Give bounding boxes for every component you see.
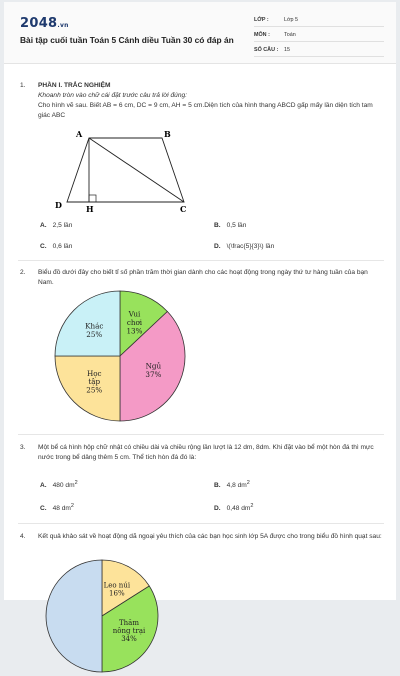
site-logo[interactable] [20, 16, 69, 31]
vertex-label-h: H [86, 204, 94, 214]
option-text: 2,5 lần [52, 222, 73, 229]
pie-chart-activities [52, 288, 188, 424]
pie-slice-percent: 25% [86, 329, 103, 339]
section-title: PHẦN I. TRẮC NGHIỆM [38, 82, 111, 89]
meta-value: Toán [284, 32, 296, 38]
pie-slice-percent: 37% [145, 369, 162, 379]
option-letter: A. [40, 222, 47, 229]
worksheet-page [4, 2, 396, 644]
option-text: \(\frac{5}{3}\) lần [226, 243, 275, 250]
vertex-label-c: C [180, 204, 187, 214]
option-letter: C. [40, 505, 47, 513]
question-number: 2. [20, 269, 26, 276]
option-d[interactable] [214, 243, 274, 250]
option-letter: B. [214, 222, 221, 229]
pie-slice-percent: 25% [86, 385, 103, 395]
page-title: Bài tập cuối tuần Toán 5 Cánh diều Tuần 30 có đáp án [20, 35, 234, 45]
question-1-body [38, 81, 383, 121]
pie-slice-label: Vui [128, 309, 141, 319]
pie-slice-percent: 34% [121, 635, 137, 644]
meta-row-count [254, 45, 384, 57]
vertex-label-a: A [76, 129, 83, 139]
pie-slice-label: Khác [85, 321, 104, 331]
option-exponent: 2 [246, 480, 250, 486]
pie-slice-label: nông trại [112, 627, 146, 636]
option-text: 0,48 dm [226, 505, 251, 513]
pie-chart-picnic [42, 556, 162, 676]
question-number: 4. [20, 533, 26, 540]
pie-slice [46, 560, 102, 672]
option-text: 480 dm [52, 482, 75, 490]
option-b[interactable] [214, 480, 250, 489]
option-c[interactable] [40, 503, 74, 512]
option-text: 0,5 lần [226, 222, 247, 229]
option-text: 4,8 dm [226, 482, 247, 490]
pie-slice-percent: 13% [126, 326, 143, 336]
pie-slice-label: Leo núi [103, 581, 131, 590]
option-letter: D. [214, 505, 221, 513]
question-2-text: Biểu đồ dưới đây cho biết tỉ số phần trăm thời gian dành cho các hoạt động trong ngày thứ tư hàng tuần của bạn Nam. [38, 269, 368, 286]
question-divider [18, 434, 384, 435]
trapezoid-figure [44, 126, 194, 216]
logo-main: 2048 [20, 16, 58, 31]
meta-key: MÔN : [254, 32, 270, 38]
meta-value: Lớp 5 [284, 17, 299, 23]
option-text: 48 dm [52, 505, 71, 513]
meta-key: SỐ CÂU : [254, 47, 279, 53]
vertex-label-b: B [164, 129, 171, 139]
question-divider [18, 523, 384, 524]
instruction-text: Khoanh tròn vào chữ cái đặt trước câu trả lời đúng: [38, 92, 188, 99]
option-a[interactable] [40, 480, 78, 489]
question-3-text: Một bể cá hình hộp chữ nhật có chiều dài và chiều rộng lần lượt là 12 dm, 8dm. Khi đặt vào bể một hòn đá thì mực nước trong bể dâng thêm 5 cm. Thể tích hòn đá đó là: [38, 444, 374, 461]
option-text: 0,6 lần [52, 243, 73, 250]
question-number: 1. [20, 82, 26, 89]
option-exponent: 2 [70, 503, 74, 509]
option-letter: C. [40, 243, 47, 250]
option-a[interactable] [40, 222, 72, 229]
option-d[interactable] [214, 503, 253, 512]
option-letter: A. [40, 482, 47, 490]
meta-row-class [254, 15, 384, 27]
option-exponent: 2 [250, 503, 254, 509]
meta-key: LỚP : [254, 17, 269, 23]
question-number: 3. [20, 444, 26, 451]
pie-slice-label: tập [88, 377, 101, 387]
meta-value: 15 [284, 47, 290, 53]
question-text: Cho hình vẽ sau. Biết AB = 6 cm, DC = 9 cm, AH = 5 cm.Diện tích của hình thang ABCD gấp mấy lần diện tích tam giác ABC [38, 102, 373, 119]
option-letter: D. [214, 243, 221, 250]
meta-row-subject [254, 30, 384, 42]
option-letter: B. [214, 482, 221, 490]
pie-slice-label: chơi [126, 317, 143, 327]
page-header [4, 2, 396, 64]
pie-slice-label: Học [86, 368, 102, 378]
question-divider [18, 260, 384, 261]
question-4-text: Kết quả khảo sát về hoạt động dã ngoại yêu thích của các bạn học sinh lớp 5A được cho trong biểu đồ hình quạt sau: [38, 533, 382, 540]
option-c[interactable] [40, 243, 72, 250]
pie-slice-label: Ngủ [145, 361, 162, 371]
logo-suffix: .vn [57, 22, 69, 29]
pie-slice-label: Thăm [118, 619, 139, 628]
option-exponent: 2 [74, 480, 78, 486]
option-b[interactable] [214, 222, 246, 229]
pie-slice-percent: 16% [109, 589, 125, 598]
vertex-label-d: D [55, 200, 62, 210]
